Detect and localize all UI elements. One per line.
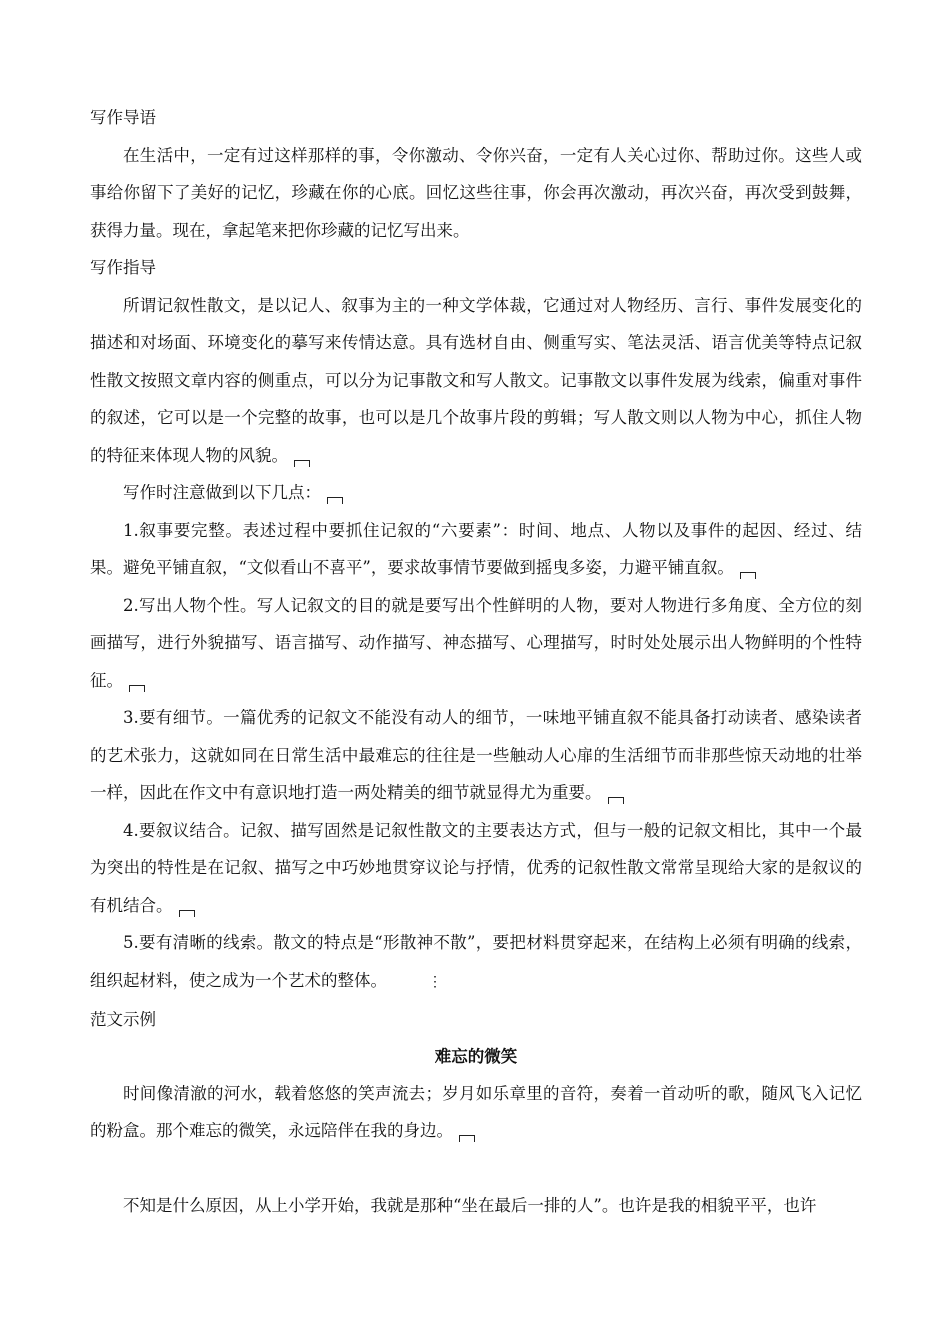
- point-item: [90, 587, 862, 700]
- point-text: 3.要有细节。一篇优秀的记叙文不能没有动人的细节，一味地平铺直叙不能具备打动读者、感染读者的艺术张力，这就如同在日常生活中最难忘的往往是一些触动人心扉的生活细节而非那些惊天动地的壮举一样，因此在作文中有意识地打造一两处精美的细节就显得尤为重要。: [90, 708, 862, 802]
- intro-paragraph: 在生活中，一定有过这样那样的事，令你激动、令你兴奋，一定有人关心过你、帮助过你。这些人或事给你留下了美好的记忆，珍藏在你的心底。回忆这些往事，你会再次激动，再次兴奋，再次受到鼓舞，获得力量。现在，拿起笔来把你珍藏的记忆写出来。: [90, 145, 862, 240]
- point-item: [90, 812, 862, 925]
- section-heading-guide: 写作指导: [90, 258, 156, 277]
- paragraph-mark-icon: [740, 572, 756, 579]
- point-text: 4.要叙议结合。记叙、描写固然是记叙性散文的主要表达方式，但与一般的记叙文相比，其中一个最为突出的特性是在记叙、描写之中巧妙地贯穿议论与抒情，优秀的记叙性散文常常呈现给大家的是叙议的有机结合。: [90, 820, 862, 915]
- point-item: [90, 512, 862, 587]
- points-intro: [90, 474, 862, 512]
- point-text: 5.要有清晰的线索。散文的特点是“形散神不散”，要把材料贯穿起来，在结构上必须有明确的线索，组织起材料，使之成为一个艺术的整体。: [90, 933, 862, 990]
- vertical-dots-icon: ⋮: [428, 973, 441, 990]
- essay-text: 时间像清澈的河水，载着悠悠的笑声流去；岁月如乐章里的音符，奏着一首动听的歌，随风飞入记忆的粉盒。那个难忘的微笑，永远陪伴在我的身边。: [90, 1083, 862, 1140]
- point-item: [90, 924, 862, 1001]
- point-text: 2.写出人物个性。写人记叙文的目的就是要写出个性鲜明的人物，要对人物进行多角度、全方位的刻画描写，进行外貌描写、语言描写、动作描写、神态描写、心理描写，时时处处展示出人物鲜明的个性特征。: [90, 595, 862, 690]
- paragraph-mark-icon: [294, 460, 310, 467]
- paragraph-mark-icon: [327, 497, 343, 504]
- section-heading-example: 范文示例: [90, 1010, 156, 1029]
- blank-line: [90, 1150, 862, 1187]
- paragraph-mark-icon: [459, 1135, 475, 1142]
- essay-paragraph: [90, 1075, 862, 1150]
- guide-paragraph: [90, 287, 862, 475]
- paragraph-mark-icon: [608, 797, 624, 804]
- paragraph-mark-icon: [129, 685, 145, 692]
- point-item: [90, 699, 862, 812]
- point-text: 1.叙事要完整。表述过程中要抓住记叙的“六要素”：时间、地点、人物以及事件的起因、经过、结果。避免平铺直叙，“文似看山不喜平”，要求故事情节要做到摇曳多姿，力避平铺直叙。: [90, 520, 862, 577]
- paragraph-mark-icon: [179, 910, 195, 917]
- document-body: [90, 99, 862, 1224]
- essay-paragraph: 不知是什么原因，从上小学开始，我就是那种“坐在最后一排的人”。也许是我的相貌平平，也许: [123, 1195, 817, 1215]
- guide-text: 所谓记叙性散文，是以记人、叙事为主的一种文学体裁，它通过对人物经历、言行、事件发展变化的描述和对场面、环境变化的摹写来传情达意。具有选材自由、侧重写实、笔法灵活、语言优美等特点记叙性散文按照文章内容的侧重点，可以分为记事散文和写人散文。记事散文以事件发展为线索，偏重对事件的叙述，它可以是一个完整的故事，也可以是几个故事片段的剪辑；写人散文则以人物为中心，抓住人物的特征来体现人物的风貌。: [90, 295, 862, 465]
- section-heading-intro: 写作导语: [90, 108, 156, 127]
- points-intro-text: 写作时注意做到以下几点：: [123, 483, 321, 502]
- essay-title: 难忘的微笑: [434, 1046, 518, 1066]
